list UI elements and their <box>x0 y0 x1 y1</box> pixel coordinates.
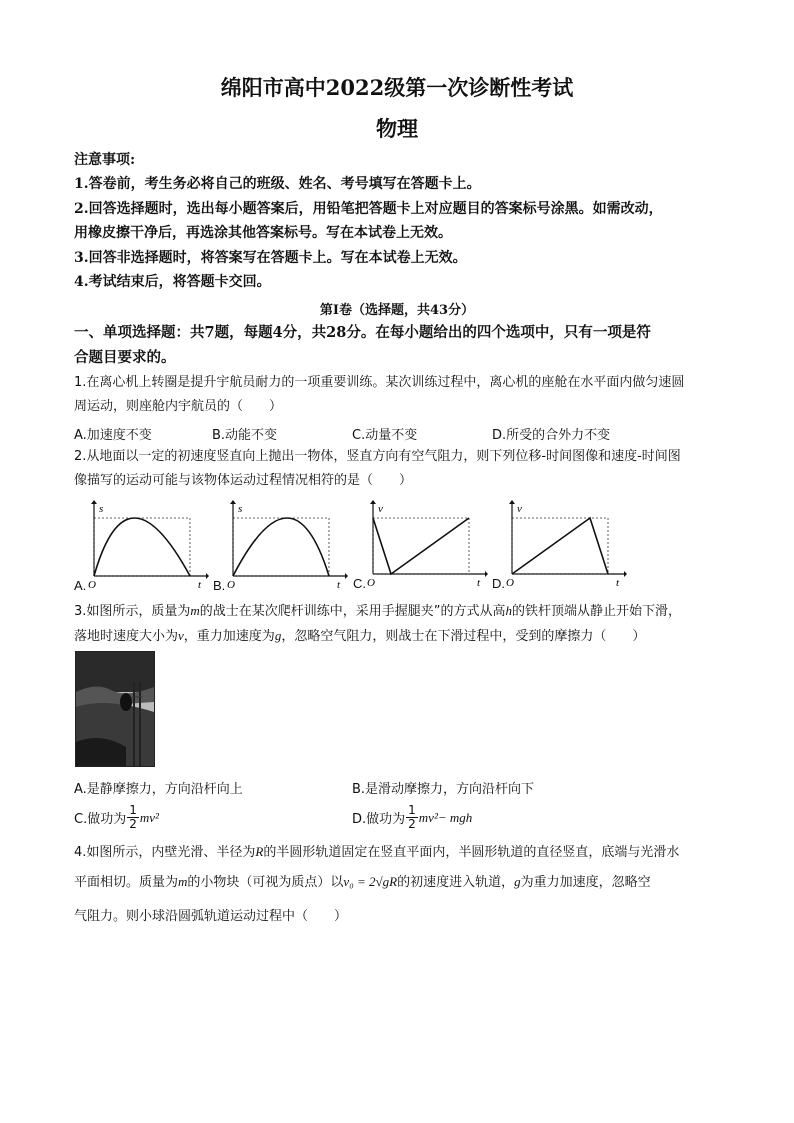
x-label: t <box>337 579 341 590</box>
x-label: t <box>198 579 202 590</box>
q3-option-d-expr: mv² <box>418 809 438 825</box>
q3-var-v: v <box>178 628 184 643</box>
velocity-line <box>373 518 469 574</box>
q1-option-c: C.动量不变 <box>352 428 418 443</box>
dashed-box <box>512 518 608 574</box>
x-label: t <box>477 577 481 589</box>
notice-item-3: 3.回答非选择题时，将答案写在答题卡上。写在本试卷上无效。 <box>74 250 467 266</box>
y-arrow <box>370 500 376 504</box>
q4-text-e: 的初速度进入轨道， <box>397 875 515 890</box>
section1-line2: 合题目要求的。 <box>74 349 176 366</box>
curve <box>233 518 329 576</box>
q2-graph-c <box>353 498 488 590</box>
q2-line1: 2.从地面以一定的初速度竖直向上抛出一物体，竖直方向有空气阻力，则下列位移-时间图像和速度-时间图 <box>74 449 681 464</box>
x-arrow <box>345 573 348 579</box>
q4-var-r: R <box>255 844 264 859</box>
q4-text-f: 为重力加速度，忽略空 <box>520 875 651 890</box>
y-label: v <box>517 503 522 515</box>
q2-graph-a-label: A. <box>74 578 87 593</box>
notice-item-2-cont: 用橡皮擦干净后，再选涂其他答案标号。写在本试卷上无效。 <box>74 225 452 241</box>
q3-text-d: 落地时速度大小为 <box>74 629 179 644</box>
climbing-pole-photo <box>75 651 155 767</box>
frac-num: 1 <box>129 803 137 817</box>
q3-option-d-prefix: D.做功为 <box>352 812 406 827</box>
q4-text-a: 4.如图所示，内壁光滑、半径为 <box>74 845 256 860</box>
notice-item-4: 4.考试结束后，将答题卡交回。 <box>74 274 271 290</box>
x-label: t <box>616 577 620 589</box>
origin-label: O <box>227 579 235 590</box>
q3-line1 <box>74 602 681 621</box>
y-arrow <box>230 500 236 504</box>
x-arrow <box>485 571 488 577</box>
q4-text-d: 的小物块（可视为质点）以 <box>187 875 344 890</box>
q2-graph-d <box>492 498 627 590</box>
q3-option-b: B.是滑动摩擦力，方向沿杆向下 <box>352 782 535 797</box>
q4-text-b: 的半圆形轨道固定在竖直平面内，半圆形轨道的直径竖直，底端与光滑水 <box>263 845 680 860</box>
notice-item-1: 1.答卷前，考生务必将自己的班级、姓名、考号填写在答题卡上。 <box>74 176 481 192</box>
subject-title: 物理 <box>376 116 418 141</box>
dashed-box <box>94 518 190 576</box>
q3-var-m: m <box>190 603 200 618</box>
q2-graph-c-svg <box>353 498 488 590</box>
q1-option-b: B.动能不变 <box>212 428 278 443</box>
origin-label: O <box>506 577 514 589</box>
q3-text-f: ，忽略空气阻力，则战士在下滑过程中，受到的摩擦力（ ） <box>281 629 646 644</box>
dashed-box <box>373 518 469 574</box>
q3-option-d-minus: − mgh <box>437 809 473 825</box>
q2-graph-b <box>213 498 348 590</box>
q3-text-a: 3.如图所示，质量为 <box>74 604 191 619</box>
q4-var-g: g <box>514 874 521 889</box>
y-label: s <box>99 503 104 515</box>
q3-text-b: 的战士在某次爬杆训练中，采用手握腿夹”的方式从高 <box>199 604 506 619</box>
y-arrow <box>91 500 97 504</box>
section1-line1: 一、单项选择题：共7题，每题4分，共28分。在每小题给出的四个选项中，只有一项是符 <box>74 324 651 341</box>
q3-option-c <box>74 804 159 831</box>
q3-var-h: h <box>505 603 513 618</box>
q2-graph-b-label: B. <box>213 578 226 593</box>
q2-line2: 像描写的运动可能与该物体运动过程情况相符的是（ ） <box>74 473 413 488</box>
x-arrow <box>206 573 209 579</box>
q3-option-c-prefix: C.做功为 <box>74 812 127 827</box>
x-arrow <box>624 571 627 577</box>
velocity-line <box>512 518 608 574</box>
q4-text-c: 平面相切。质量为 <box>74 875 179 890</box>
frac-den: 2 <box>129 817 137 831</box>
q3-text-c: 的铁杆顶端从静止开始下滑， <box>512 604 682 619</box>
q3-option-c-expr: mv² <box>139 809 159 825</box>
y-label: v <box>378 503 383 515</box>
q3-line2 <box>74 627 645 646</box>
fraction-half <box>406 804 418 831</box>
origin-label: O <box>367 577 375 589</box>
q4-line3: 气阻力。则小球沿圆弧轨道运动过程中（ ） <box>74 909 348 924</box>
notice-item-2: 2.回答选择题时，选出每小题答案后，用铅笔把答题卡上对应题目的答案标号涂黑。如需改动， <box>74 201 663 217</box>
dashed-box <box>233 518 329 576</box>
q4-line1 <box>74 843 679 862</box>
q3-var-g: g <box>274 628 282 643</box>
q1-option-a: A.加速度不变 <box>74 428 152 443</box>
curve <box>94 518 190 576</box>
q1-line2: 周运动，则座舱内宇航员的（ ） <box>74 399 283 414</box>
notice-heading: 注意事项: <box>74 152 136 168</box>
frac-num: 1 <box>408 803 416 817</box>
fraction-half <box>127 804 139 831</box>
q4-var-m: m <box>178 874 188 889</box>
q3-option-d <box>352 804 472 831</box>
q3-option-a: A.是静摩擦力，方向沿杆向上 <box>74 782 243 797</box>
origin-label: O <box>88 579 96 590</box>
y-label: s <box>238 503 243 515</box>
q1-line1: 1.在离心机上转圈是提升宇航员耐力的一项重要训练。某次训练过程中，离心机的座舱在水平面内做匀速圆 <box>74 375 685 390</box>
y-arrow <box>509 500 515 504</box>
photo-drawing <box>76 652 154 766</box>
q2-graph-d-label: D. <box>492 576 505 591</box>
part1-heading: 第Ⅰ卷（选择题，共43分） <box>319 303 475 318</box>
q2-graph-b-svg <box>213 498 348 590</box>
q2-graph-c-label: C. <box>353 576 366 591</box>
q3-text-e: ，重力加速度为 <box>183 629 275 644</box>
q4-initial-velocity: v₀ = 2√gR <box>343 874 398 889</box>
q2-graph-d-svg <box>492 498 627 590</box>
q1-option-d: D.所受的合外力不变 <box>492 428 611 443</box>
q2-graph-a <box>74 498 209 590</box>
q2-graph-a-svg <box>74 498 209 590</box>
frac-den: 2 <box>408 817 416 831</box>
q4-line2 <box>74 873 651 892</box>
exam-title: 绵阳市高中2022级第一次诊断性考试 <box>220 75 574 100</box>
